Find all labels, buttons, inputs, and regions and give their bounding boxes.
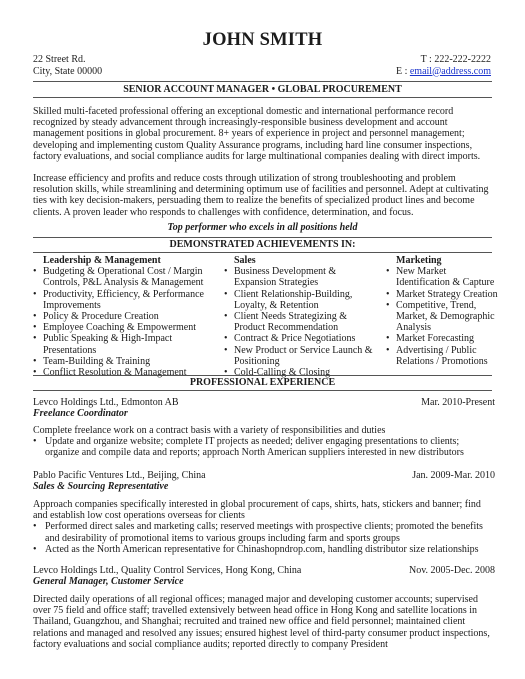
job-description: Approach companies specifically interested in global procurement of caps, shirts, hats, stickers and banner; find and establish low cost operations overseas for clients (33, 499, 481, 522)
email-link[interactable]: email@address.com (409, 65, 491, 77)
list-item: • Market Forecasting (386, 333, 502, 344)
summary-paragraph-1: Skilled multi-faceted professional offering an exceptional domestic and international performance record recognized by steady advancement through increasingly-responsible business development and account management positions in global procurement. 8+ years of experience in project and personnel management; developing and implementing custom Quality Assurance programs, including hard line consumer inspections, factory evaluations, and social compliance audits for large multinational companies dealing with direct imports. (33, 106, 481, 162)
achievement-list (386, 266, 502, 367)
list-item: • Team-Building & Training (33, 356, 208, 367)
job-bullet-list (33, 436, 495, 458)
list-item: • Cold-Calling & Closing (224, 367, 376, 378)
job-description: Directed daily operations of all regional offices; managed major and developing customer accounts; supervised over 75 field and office staff; travelled extensively between head office in Hong Kong and satellite locations in Thailand, Guangzhou, and Shanghai; recruited and trained new office and field personnel; maintained client relations and managed and resolved any issues; ensured highest level of third-party consumer product inspections, factory evaluations and social compliance audits; reported directly to company President (33, 594, 490, 650)
achievement-list (33, 266, 208, 378)
title-line: SENIOR ACCOUNT MANAGER • GLOBAL PROCUREMENT (123, 84, 402, 95)
experience-heading: PROFESSIONAL EXPERIENCE (189, 377, 336, 388)
tagline: Top performer who excels in all positions held (167, 222, 358, 233)
list-item: • Productivity, Efficiency, & Performance Improvements (33, 289, 208, 311)
job-description: Complete freelance work on a contract basis with a variety of responsibilities and duties (33, 425, 386, 436)
divider (33, 375, 492, 376)
company-name: Levco Holdings Ltd., Edmonton AB (33, 397, 179, 408)
job-details (33, 425, 495, 459)
job-header (33, 397, 495, 408)
list-item: • Contract & Price Negotiations (224, 333, 376, 344)
company-name: Levco Holdings Ltd., Quality Control Services, Hong Kong, China (33, 565, 302, 576)
list-item: • Performed direct sales and marketing calls; reserved meetings with prospective clients; promoted the benefits and desirability of promotional items to various groups including farm and sports groups (33, 521, 495, 543)
list-item: • Conflict Resolution & Management (33, 367, 208, 378)
divider (33, 252, 492, 253)
list-item: • Business Development & Expansion Strategies (224, 266, 376, 288)
divider (33, 81, 492, 82)
achievements-column-leadership (33, 255, 208, 378)
list-item: • Acted as the North American representative for Chinashopndrop.com, handling distributor size relationships (33, 544, 495, 555)
list-item: • Policy & Procedure Creation (33, 311, 208, 322)
list-item: • Public Speaking & High-Impact Presentations (33, 333, 208, 355)
job-header (33, 565, 495, 576)
achievements-column-marketing (386, 255, 502, 367)
list-item: • Market Strategy Creation (386, 289, 502, 300)
list-item: • Client Relationship-Building, Loyalty, & Retention (224, 289, 376, 311)
email-prefix: E : (395, 65, 410, 77)
job-title: Freelance Coordinator (33, 408, 128, 419)
divider (33, 237, 492, 238)
list-item: • Update and organize website; complete IT projects as needed; deliver engaging presentations to clients; organize and compile data and reports; approach North American suppliers interested in new distributors (33, 436, 495, 458)
address-block (33, 54, 102, 77)
achievements-column-sales (224, 255, 376, 378)
list-item: • Advertising / Public Relations / Promotions (386, 345, 502, 367)
email-line (396, 66, 491, 78)
column-title: Sales (234, 255, 256, 266)
job-bullet-list (33, 521, 495, 555)
job-title: General Manager, Customer Service (33, 576, 184, 587)
achievement-list (224, 266, 376, 378)
column-title: Marketing (396, 255, 442, 266)
phone-number: T : 222-222-2222 (420, 54, 491, 65)
employment-dates: Nov. 2005-Dec. 2008 (408, 565, 495, 576)
address-line-2: City, State 00000 (33, 65, 103, 77)
job-details (33, 594, 495, 650)
divider (33, 97, 492, 98)
list-item: • Budgeting & Operational Cost / Margin Controls, P&L Analysis & Management (33, 266, 208, 288)
job-title: Sales & Sourcing Representative (33, 481, 169, 492)
candidate-name: JOHN SMITH (202, 30, 323, 50)
divider (33, 390, 492, 391)
job-header (33, 470, 495, 481)
list-item: • New Product or Service Launch & Positioning (224, 345, 376, 367)
list-item: • Competitive, Trend, Market, & Demographic Analysis (386, 300, 502, 334)
list-item: • Employee Coaching & Empowerment (33, 322, 208, 333)
employment-dates: Jan. 2009-Mar. 2010 (412, 470, 495, 481)
contact-block (396, 54, 491, 77)
summary-paragraph-2: Increase efficiency and profits and reduce costs through utilization of strong troubleshooting and problem resolution skills, while streamlining and determining optimum use of facilities and personnel. Adept at cultivating ties with key decision-makers, persuading them to realize the benefits of specialized product lines and become clients. A proven leader who responds to challenges with confidence, determination, and focus. (33, 173, 489, 218)
address-line-1: 22 Street Rd. (33, 54, 86, 65)
employment-dates: Mar. 2010-Present (421, 397, 495, 408)
list-item: • New Market Identification & Capture (386, 266, 502, 288)
achievements-heading: DEMONSTRATED ACHIEVEMENTS IN: (169, 239, 356, 250)
list-item: • Client Needs Strategizing & Product Recommendation (224, 311, 376, 333)
column-title: Leadership & Management (43, 255, 161, 266)
company-name: Pablo Pacific Ventures Ltd., Beijing, China (33, 470, 206, 481)
job-details (33, 499, 495, 555)
